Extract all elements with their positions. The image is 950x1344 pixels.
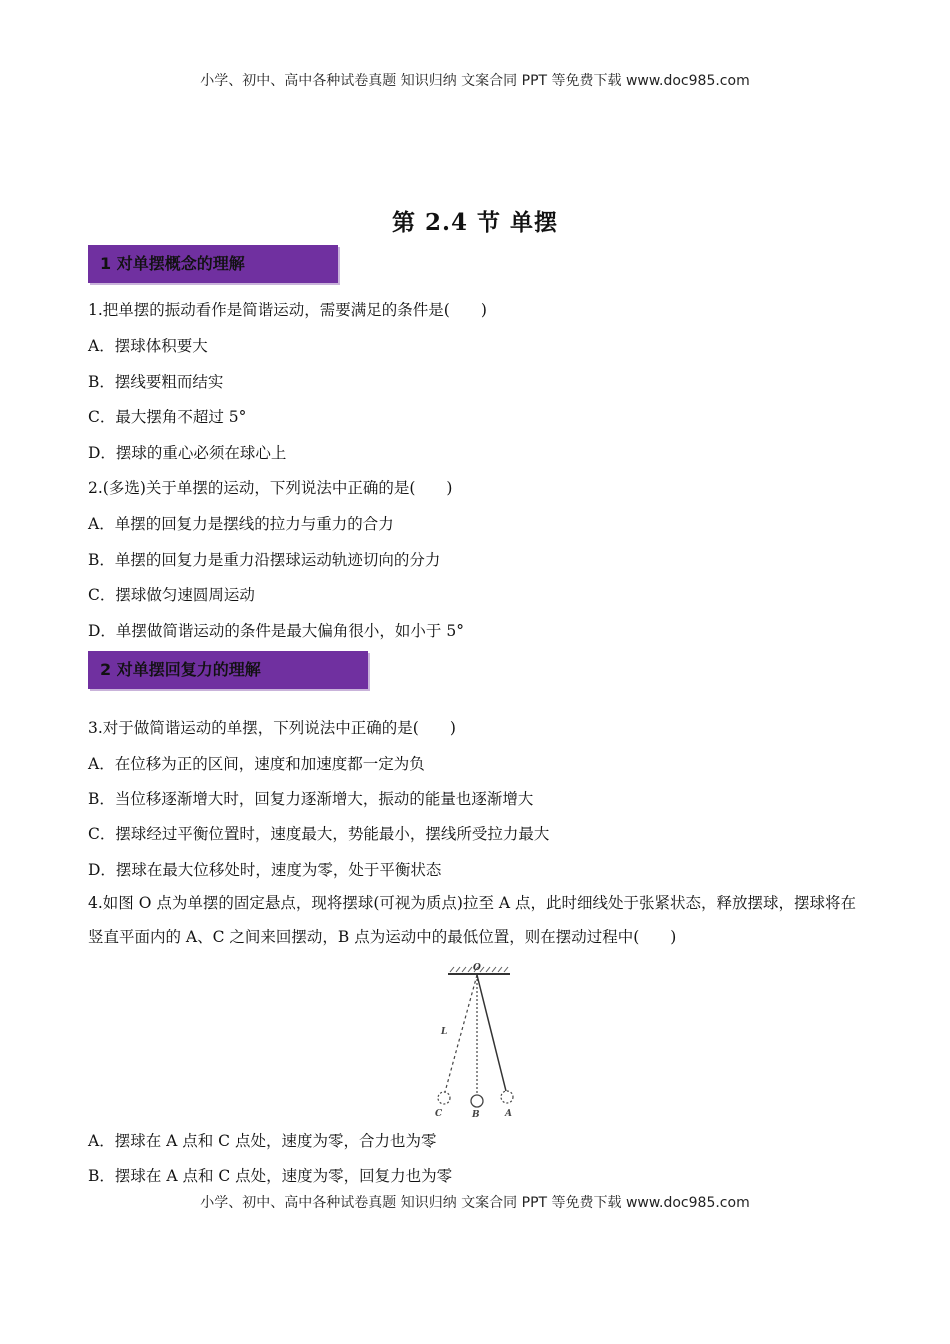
page-footer: 小学、初中、高中各种试卷真题 知识归纳 文案合同 PPT 等免费下载 www.doc985.com <box>200 1195 750 1211</box>
ball-a <box>501 1091 513 1103</box>
page-header: 小学、初中、高中各种试卷真题 知识归纳 文案合同 PPT 等免费下载 www.doc985.com <box>200 73 750 89</box>
question-2-stem: 2.(多选)关于单摆的运动，下列说法中正确的是( ) <box>88 479 453 497</box>
question-3-stem: 3.对于做简谐运动的单摆，下列说法中正确的是( ) <box>88 719 456 737</box>
label-c: C <box>435 1109 443 1117</box>
ball-c <box>438 1092 450 1104</box>
question-2-option-c: C．摆球做匀速圆周运动 <box>88 586 255 604</box>
string-c <box>445 975 477 1092</box>
label-b: B <box>472 1110 480 1117</box>
question-4-option-a: A．摆球在 A 点和 C 点处，速度为零，合力也为零 <box>88 1132 437 1150</box>
label-a: A <box>505 1109 512 1117</box>
pendulum-diagram <box>420 962 530 1117</box>
question-3-option-c: C．摆球经过平衡位置时，速度最大，势能最小，摆线所受拉力最大 <box>88 825 550 843</box>
question-4-stem: 4.如图 O 点为单摆的固定悬点，现将摆球(可视为质点)拉至 A 点，此时细线处于张紧状态，释放摆球，摆球将在竖直平面内的 A、C 之间来回摆动，B 点为运动中的最低位置，则在摆动过程中( ) <box>88 894 856 946</box>
question-4-option-b: B．摆球在 A 点和 C 点处，速度为零，回复力也为零 <box>88 1167 453 1185</box>
question-1-stem: 1.把单摆的振动看作是简谐运动，需要满足的条件是( ) <box>88 301 487 319</box>
question-1-option-b: B．摆线要粗而结实 <box>88 373 224 391</box>
question-3-option-d: D．摆球在最大位移处时，速度为零，处于平衡状态 <box>88 861 442 879</box>
question-1-option-d: D．摆球的重心必须在球心上 <box>88 444 287 462</box>
label-l: L <box>441 1027 448 1037</box>
section-heading-1: 1 对单摆概念的理解 <box>88 245 338 283</box>
question-1-option-a: A．摆球体积要大 <box>88 337 208 355</box>
question-3-option-b: B．当位移逐渐增大时，回复力逐渐增大，振动的能量也逐渐增大 <box>88 790 534 808</box>
section-heading-2: 2 对单摆回复力的理解 <box>88 651 368 689</box>
page-title: 第 2.4 节 单摆 <box>391 209 559 236</box>
question-2-option-a: A．单摆的回复力是摆线的拉力与重力的合力 <box>88 515 394 533</box>
string-a <box>477 975 506 1091</box>
question-2-option-d: D．单摆做简谐运动的条件是最大偏角很小，如小于 5° <box>88 622 464 640</box>
question-1-option-c: C．最大摆角不超过 5° <box>88 408 247 426</box>
question-2-option-b: B．单摆的回复力是重力沿摆球运动轨迹切向的分力 <box>88 551 441 569</box>
question-3-option-a: A．在位移为正的区间，速度和加速度都一定为负 <box>88 755 425 773</box>
ball-b <box>471 1095 483 1107</box>
label-o: O <box>473 963 481 973</box>
